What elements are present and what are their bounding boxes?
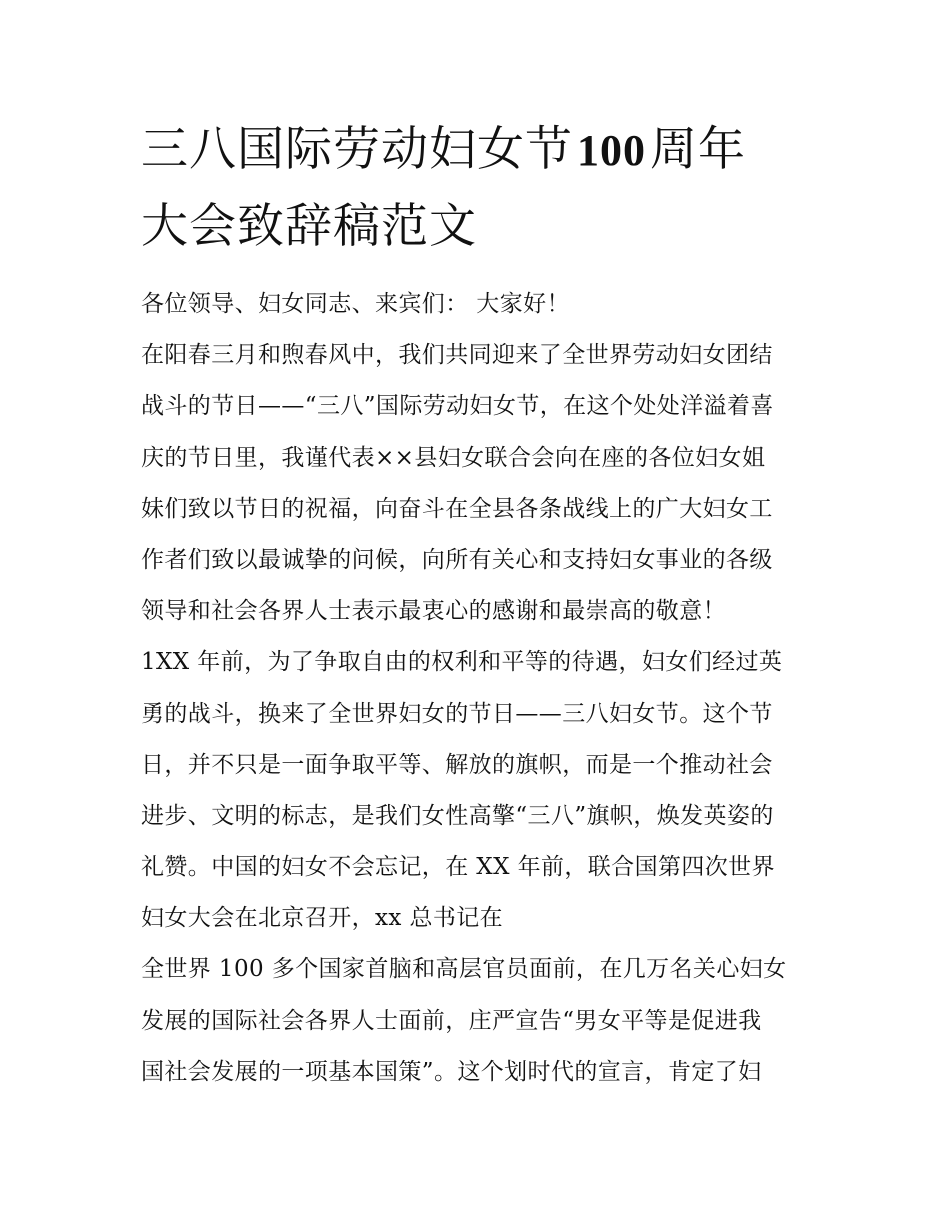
body-line: 进步、文明的标志，是我们女性高擎“三八”旗帜，焕发英姿的 bbox=[141, 802, 774, 829]
body-line: 1XX 年前，为了争取自由的权利和平等的待遇，妇女们经过英 bbox=[141, 649, 783, 676]
title-text-part-2: 周年 bbox=[650, 122, 746, 177]
document-title bbox=[141, 112, 841, 265]
body-line: 庆的节日里，我谨代表××县妇女联合会向在座的各位妇女姐 bbox=[141, 444, 766, 471]
title-line-1 bbox=[141, 112, 841, 189]
body-line: 日，并不只是一面争取平等、解放的旗帜，而是一个推动社会 bbox=[141, 751, 773, 778]
body-line: 礼赞。中国的妇女不会忘记，在 XX 年前，联合国第四次世界 bbox=[141, 854, 775, 881]
body-line: 领导和社会各界人士表示最衷心的感谢和最崇高的敬意！ bbox=[141, 598, 726, 625]
body-line: 作者们致以最诚挚的问候，向所有关心和支持妇女事业的各级 bbox=[141, 546, 773, 573]
body-line: 妹们致以节日的祝福，向奋斗在全县各条战线上的广大妇女工 bbox=[141, 495, 773, 522]
body-line: 发展的国际社会各界人士面前，庄严宣告“男女平等是促进我 bbox=[141, 1007, 762, 1034]
title-line-2: 大会致辞稿范文 bbox=[141, 199, 477, 254]
body-line: 在阳春三月和煦春风中，我们共同迎来了全世界劳动妇女团结 bbox=[141, 342, 773, 369]
body-line: 勇的战斗，换来了全世界妇女的节日——三八妇女节。这个节 bbox=[141, 700, 773, 727]
document-body bbox=[141, 279, 831, 1098]
body-line: 各位领导、妇女同志、来宾们： 大家好！ bbox=[141, 291, 570, 317]
body-line: 妇女大会在北京召开，xx 总书记在 bbox=[141, 905, 504, 932]
body-line: 战斗的节日——“三八”国际劳动妇女节，在这个处处洋溢着喜 bbox=[141, 393, 774, 420]
title-text-part-1: 三八国际劳动妇女节 bbox=[141, 122, 573, 177]
body-line: 全世界 100 多个国家首脑和高层官员面前，在几万名关心妇女 bbox=[141, 956, 787, 983]
body-line: 国社会发展的一项基本国策”。这个划时代的宣言，肯定了妇 bbox=[141, 1058, 762, 1085]
title-number: 100 bbox=[577, 126, 646, 175]
